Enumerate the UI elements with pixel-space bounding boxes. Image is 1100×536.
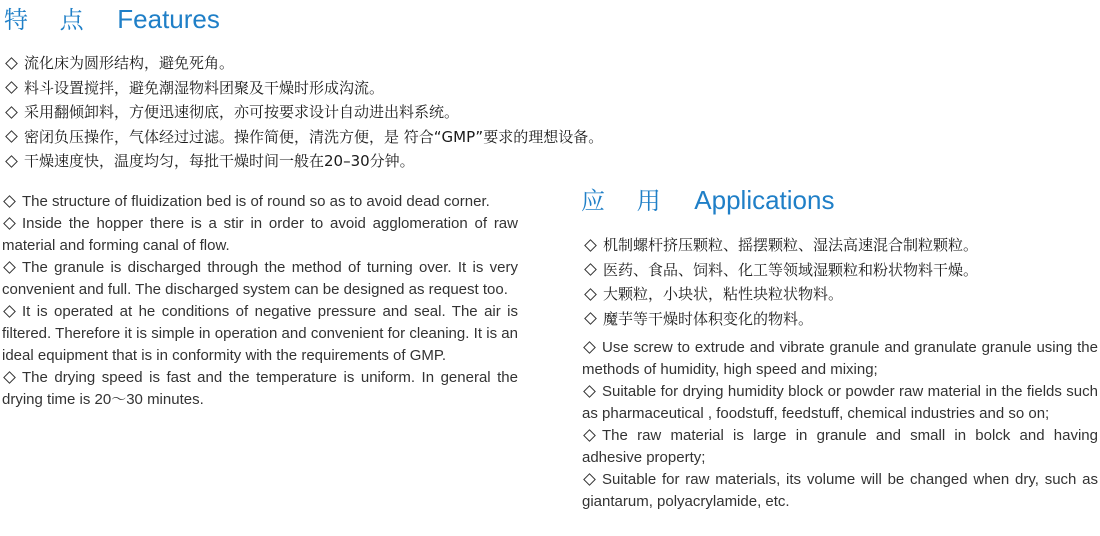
diamond-bullet-icon xyxy=(3,195,16,208)
diamond-bullet-icon xyxy=(583,385,596,398)
applications-heading xyxy=(581,186,834,215)
list-item: Suitable for raw materials, its volume will be changed when dry, such as giantarum, polyacrylamide, etc. xyxy=(582,471,1098,510)
diamond-bullet-icon xyxy=(5,130,18,143)
list-item: 魔芋等干燥时体积变化的物料。 xyxy=(583,307,978,332)
diamond-bullet-icon xyxy=(584,312,597,325)
list-item: 流化床为圆形结构，避免死角。 xyxy=(4,51,603,76)
applications-list-en xyxy=(582,337,1098,513)
list-item: The raw material is large in granule and small in bolck and having adhesive property; xyxy=(582,427,1098,466)
list-item: 医药、食品、饲料、化工等领域湿颗粒和粉状物料干燥。 xyxy=(583,258,978,283)
diamond-bullet-icon xyxy=(583,473,596,486)
diamond-bullet-icon xyxy=(5,57,18,70)
applications-list-cn xyxy=(583,233,978,331)
list-item: The drying speed is fast and the temperature is uniform. In general the drying time is 20～30 minutes. xyxy=(2,369,518,408)
diamond-bullet-icon xyxy=(5,106,18,119)
features-heading xyxy=(4,5,220,34)
list-item: Use screw to extrude and vibrate granule and granulate granule using the methods of humidity, high speed and mixing; xyxy=(582,339,1098,378)
list-item: 机制螺杆挤压颗粒、摇摆颗粒、湿法高速混合制粒颗粒。 xyxy=(583,233,978,258)
list-item: It is operated at he conditions of negative pressure and seal. The air is filtered. Therefore it is simple in operation and convenient for cleaning. It is an ideal equipment that is in conformity with the requirements of GMP. xyxy=(2,303,518,364)
diamond-bullet-icon xyxy=(5,155,18,168)
diamond-bullet-icon xyxy=(5,81,18,94)
diamond-bullet-icon xyxy=(583,341,596,354)
diamond-bullet-icon xyxy=(3,261,16,274)
applications-title-en: Applications xyxy=(694,185,835,215)
features-list-en xyxy=(2,191,518,411)
diamond-bullet-icon xyxy=(583,429,596,442)
list-item: The structure of fluidization bed is of round so as to avoid dead corner. xyxy=(2,191,518,213)
diamond-bullet-icon xyxy=(3,371,16,384)
diamond-bullet-icon xyxy=(584,263,597,276)
applications-title-cn: 应 用 xyxy=(581,187,673,215)
list-item: The granule is discharged through the method of turning over. It is very convenient and full. The discharged system can be designed as request too. xyxy=(2,259,518,298)
features-title-cn: 特 点 xyxy=(4,6,96,34)
diamond-bullet-icon xyxy=(3,305,16,318)
list-item: 干燥速度快，温度均匀，每批干燥时间一般在20–30分钟。 xyxy=(4,149,603,174)
diamond-bullet-icon xyxy=(584,288,597,301)
list-item: Suitable for drying humidity block or powder raw material in the fields such as pharmaceutical , foodstuff, feedstuff, chemical industries and so on; xyxy=(582,383,1098,422)
list-item: 料斗设置搅拌，避免潮湿物料团聚及干燥时形成沟流。 xyxy=(4,76,603,101)
list-item: 大颗粒，小块状，粘性块粒状物料。 xyxy=(583,282,978,307)
list-item: 采用翻倾卸料，方便迅速彻底，亦可按要求设计自动进出料系统。 xyxy=(4,100,603,125)
list-item: Inside the hopper there is a stir in order to avoid agglomeration of raw material and forming canal of flow. xyxy=(2,215,518,254)
features-title-en: Features xyxy=(117,4,220,34)
diamond-bullet-icon xyxy=(584,239,597,252)
features-list-cn xyxy=(4,51,603,174)
list-item: 密闭负压操作，气体经过过滤。操作简便，清洗方便，是 符合“GMP”要求的理想设备。 xyxy=(4,125,603,150)
diamond-bullet-icon xyxy=(3,217,16,230)
